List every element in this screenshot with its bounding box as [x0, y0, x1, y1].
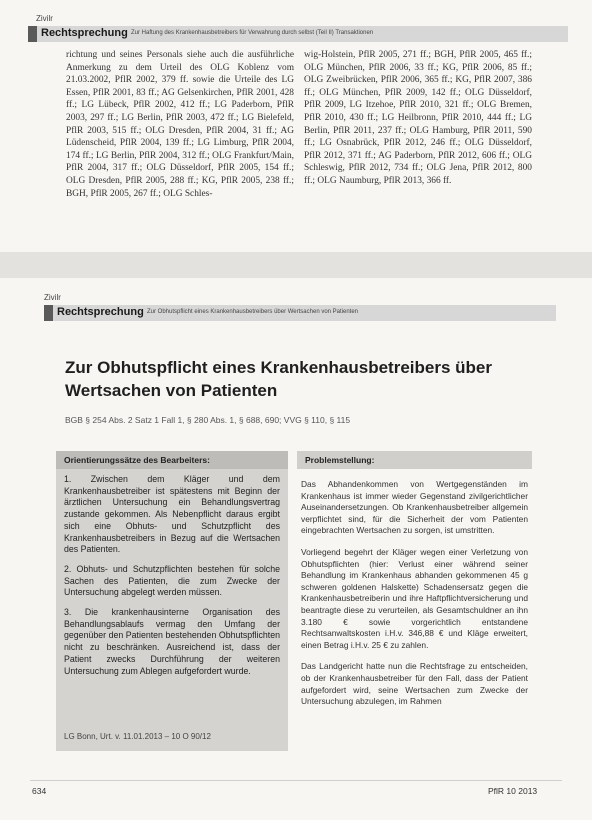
problem-paragraph: Das Landgericht hatte nun die Rechtsfrage zu entscheiden, ob der Krankenhausbetreiber für den Fall, dass der Patient aufgefordert wird, seine Wertsachen zum Zwecke der Untersuchung abzulegen, im Rahmen — [301, 661, 528, 707]
article-running-header — [44, 305, 556, 321]
previous-text-right-column — [304, 49, 532, 188]
problem-header: Problemstellung: — [297, 451, 532, 469]
article-running-header-title: Rechtsprechung — [57, 306, 144, 318]
guideline-item: 2. Obhuts- und Schutzpflichten bestehen für solche Sachen des Patienten, die zum Zwecke der Untersuchung abgelegt werden müssen. — [64, 563, 280, 598]
guidelines-box — [56, 451, 288, 751]
page-number: 634 — [32, 786, 47, 796]
court-source: LG Bonn, Urt. v. 11.01.2013 – 10 O 90/12 — [64, 732, 211, 741]
previous-text-right: wig-Holstein, PflR 2005, 271 ff.; BGH, PflR 2005, 465 ff.; OLG München, PflR 2006, 33 ff.; KG, PflR 2006, 85 ff.; OLG Zweibrücken, PflR 2006, 365 ff.; KG, PflR 2007, 386 ff.; OLG München, PflR 2009, 142 ff.; OLG Düsseldorf, PflR 2009, LG Itzehoe, PflR 2010, 321 ff.; OLG Bremen, PflR 2010, 430 ff.; LG Heilbronn, PflR 2010, 444 ff.; LG Berlin, PflR 2011, 237 ff.; OLG Hamburg, PflR 2011, 590 ff.; LG Osnabrück, PflR 2012, 246 ff.; OLG Düsseldorf, PflR 2012, 371 ff.; AG Paderborn, PflR 2012, 606 ff.; OLG Schleswig, PflR 2012, 734 ff.; OLG Jena, PflR 2012, 800 ff.; OLG Naumburg, PflR 2013, 366 ff. — [304, 50, 532, 186]
article-running-header-subtitle: Zur Obhutspflicht eines Krankenhausbetreibers über Wertsachen von Patienten — [147, 309, 359, 315]
page-break-band — [0, 252, 592, 278]
running-header-subtitle: Zur Haftung des Krankenhausbetreibers für Verwahrung durch selbst (Teil II) Transaktionen — [131, 30, 374, 36]
article-section-label: Zivilr — [44, 293, 61, 302]
guidelines-header: Orientierungssätze des Bearbeiters: — [56, 451, 288, 469]
guideline-item: 3. Die krankenhausinterne Organisation des Behandlungsablaufs vermag den Umfang der gegenüber den Patienten bestehenden Obhutspflichten nicht zu beschränken. Ausreichend ist, dass der Patient zwecks Durchführung der weiteren Untersuchung zum Ablegen aufgefordert wurde. — [64, 607, 280, 676]
previous-text-left: richtung und seines Personals siehe auch die ausführliche Anmerkung zu dem Urteil des OLG Koblenz vom 21.03.2002, PflR 2002, 379 ff. sowie die Urteile des LG Essen, PflR 2001, 83 ff.; AG Gelsenkirchen, PflR 2001, 428 ff.; LG Lübeck, PflR 2002, 412 ff.; LG Paderborn, PflR 2003, 297 ff.; LG Berlin, PflR 2003, 472 ff.; LG Bielefeld, PflR 2003, 515 ff.; OLG Dresden, PflR 2004, 31 ff.; AG Lüdenscheid, PflR 2004, 139 ff.; LG Limburg, PflR 2004, 174 ff.; LG Berlin, PflR 2004, 312 ff.; OLG Frankfurt/Main, PflR 2004, 317 ff.; OLG Düsseldorf, PflR 2005, 154 ff.; OLG Dresden, PflR 2005, 288 ff.; KG, PflR 2005, 238 ff.; BGH, PflR 2005, 267 ff.; OLG Schles- — [66, 50, 294, 199]
problem-column — [297, 451, 532, 708]
guideline-item: 1. Zwischen dem Kläger und dem Krankenhausbetreiber ist spätestens mit Beginn der ärztlichen Untersuchung ein Behandlungsvertrag zustande gekommen. Als Nebenpflicht daraus ergibt sich eine Obhuts- und Schutzpflicht des Krankenhausbetreibers in Bezug auf die Wertsachen des Patienten. — [64, 474, 280, 555]
problem-paragraph: Vorliegend begehrt der Kläger wegen einer Verletzung von Obhutspflichten (hier: Verlust einer während seiner Behandlung im Krankenhaus abhanden gekommenen 45 g schweren goldenen Halskette) Schadensersatz gegen die Krankenhausbetreiberin und ihre Haftpflichtversicherung und beantragte diese zu verurteilen, als Gesamtschuldner an ihn 3.180 € sowie vorgerichtlich entstandene Rechtsanwaltskosten i.H.v. 346,88 € und Kläge erweitert, einen Betrag i.H.v. 25 € zu zahlen. — [301, 546, 528, 650]
running-header-title: Rechtsprechung — [41, 27, 128, 39]
running-header — [28, 26, 568, 42]
previous-text-left-column — [66, 49, 294, 200]
section-label: Zivilr — [36, 14, 53, 23]
journal-issue: PflR 10 2013 — [488, 786, 538, 796]
article-title: Zur Obhutspflicht eines Krankenhausbetreibers über Wertsachen von Patienten — [65, 358, 492, 400]
footer-rule — [30, 780, 562, 781]
statute-citation: BGB § 254 Abs. 2 Satz 1 Fall 1, § 280 Abs. 1, § 688, 690; VVG § 110, § 115 — [65, 415, 351, 425]
problem-paragraph: Das Abhandenkommen von Wertgegenständen im Krankenhaus ist immer wieder Gegenstand zivilgerichtlicher Auseinandersetzungen. Ob Krankenhausbetreiber allgemein verpflichtet sind, für die Sicherheit der vom Patienten eingebrachten Wertsachen zu sorgen, ist umstritten. — [301, 479, 528, 536]
